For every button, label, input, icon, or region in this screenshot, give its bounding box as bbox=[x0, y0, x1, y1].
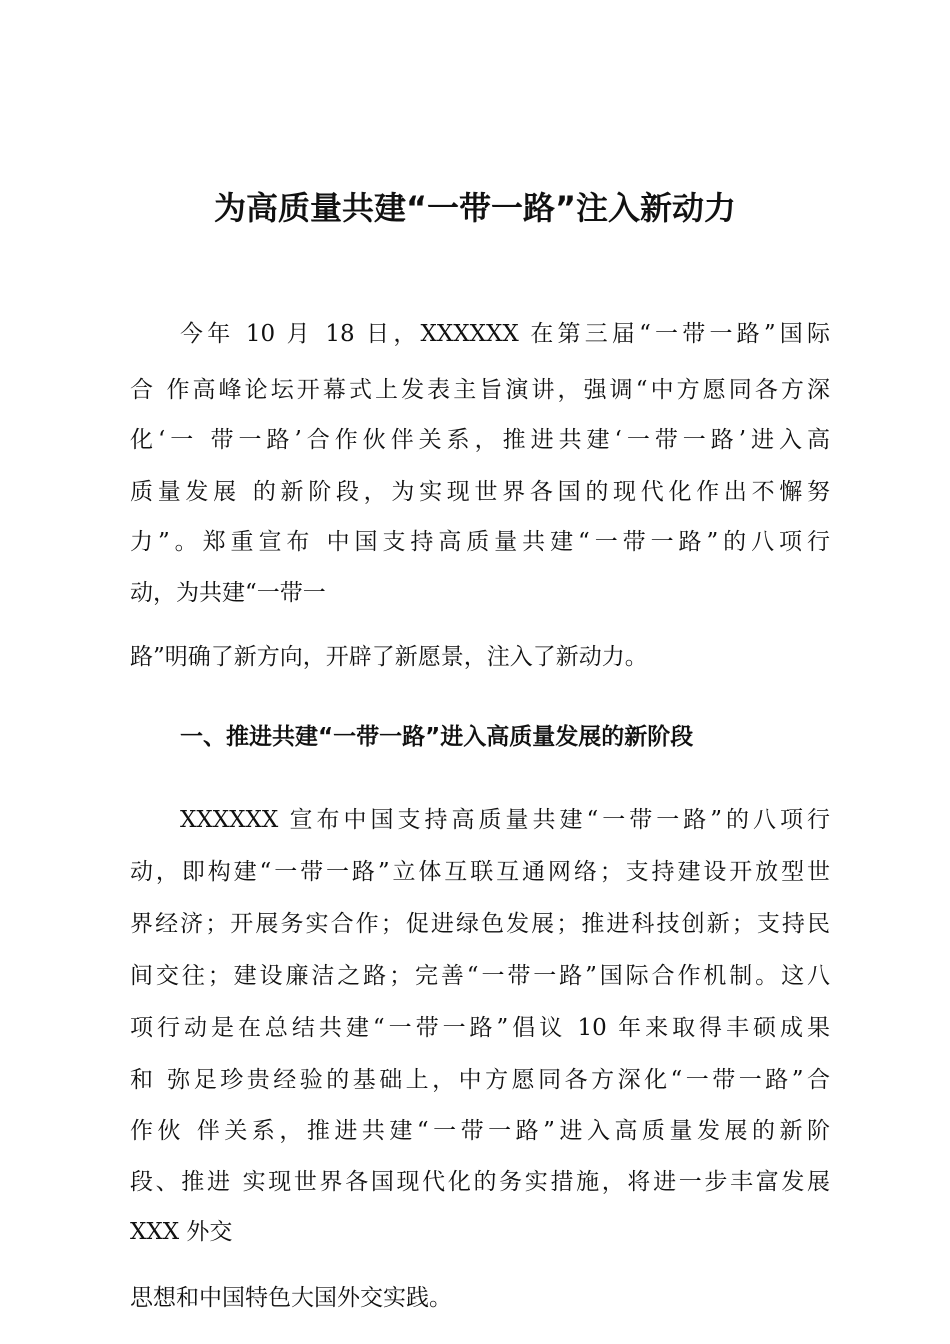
paragraph-line: 动，即构建“一带一路”立体互联互通网络；支持建设开放型世 bbox=[130, 859, 830, 885]
document-title: 为高质量共建“一带一路”注入新动力 bbox=[213, 189, 737, 227]
section-heading: 一、推进共建“一带一路”进入高质量发展的新阶段 bbox=[180, 724, 694, 750]
paragraph-line: 和 弥足珍贵经验的基础上，中方愿同各方深化“一带一路”合 bbox=[130, 1067, 830, 1093]
paragraph-line: 段、推进 实现世界各国现代化的务实措施，将进一步丰富发展 bbox=[130, 1169, 830, 1195]
paragraph-line: 动，为共建“一带一 bbox=[130, 580, 326, 606]
paragraph-line: 今年 10 月 18 日，XXXXXX 在第三届“一带一路”国际 bbox=[180, 321, 830, 347]
paragraph-line: 间交往；建设廉洁之路；完善“一带一路”国际合作机制。这八 bbox=[130, 963, 830, 989]
paragraph-line: XXXXXX 宣布中国支持高质量共建“一带一路”的八项行 bbox=[180, 807, 830, 833]
paragraph-line: 质量发展 的新阶段，为实现世界各国的现代化作出不懈努 bbox=[130, 479, 830, 505]
paragraph-line: 路”明确了新方向，开辟了新愿景，注入了新动力。 bbox=[130, 644, 648, 670]
paragraph-line: 力”。郑重宣布 中国支持高质量共建“一带一路”的八项行 bbox=[130, 529, 830, 555]
paragraph-line: XXX 外交 bbox=[130, 1219, 233, 1245]
paragraph-line: 界经济；开展务实合作；促进绿色发展；推进科技创新；支持民 bbox=[130, 911, 830, 937]
paragraph-line: 项行动是在总结共建“一带一路”倡议 10 年来取得丰硕成果 bbox=[130, 1015, 830, 1041]
paragraph-line: 化‘一 带一路’合作伙伴关系，推进共建‘一带一路’进入高 bbox=[130, 427, 830, 453]
paragraph-line: 合 作高峰论坛开幕式上发表主旨演讲，强调“中方愿同各方深 bbox=[130, 377, 830, 403]
paragraph-line: 思想和中国特色大国外交实践。 bbox=[130, 1285, 452, 1311]
paragraph-line: 作伙 伴关系，推进共建“一带一路”进入高质量发展的新阶 bbox=[130, 1118, 830, 1144]
